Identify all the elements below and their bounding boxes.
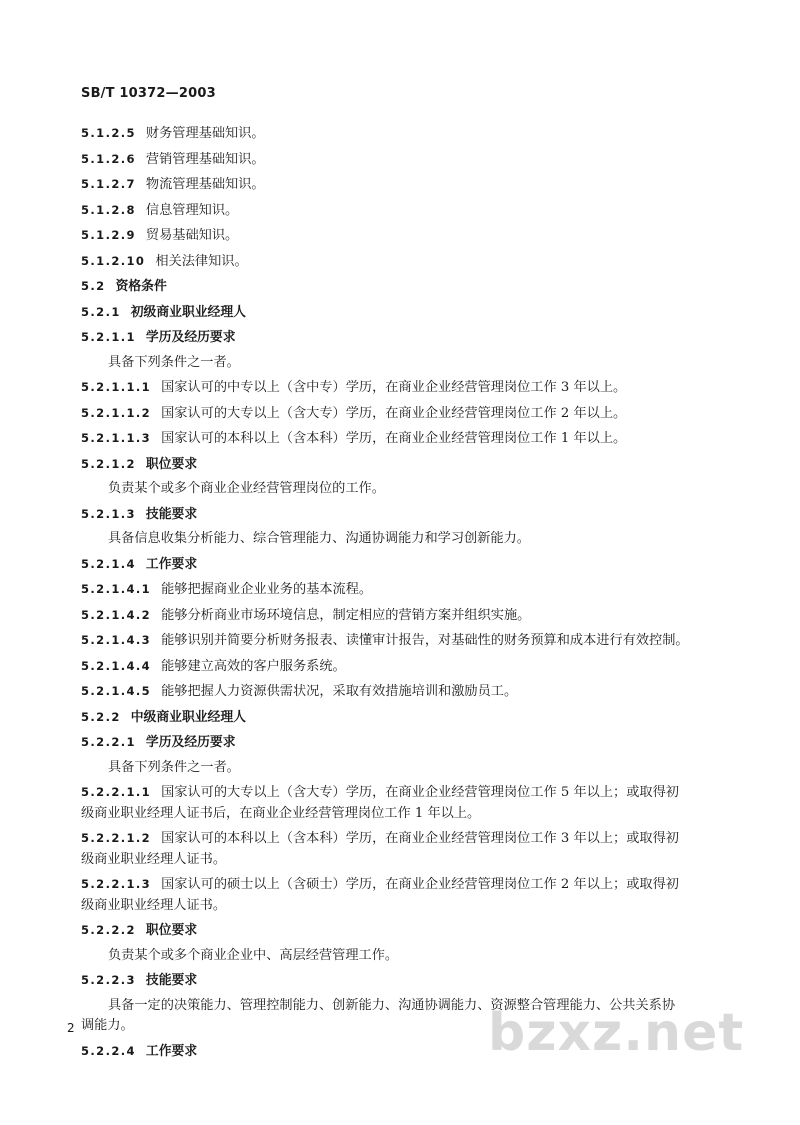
clause-number: 5.1.2.8 bbox=[81, 202, 136, 217]
clause-number: 5.2.1.1 bbox=[81, 330, 136, 344]
clause-number: 5.2.1.4.4 bbox=[81, 658, 152, 673]
clause-item bbox=[81, 124, 741, 143]
heading-text: 技能要求 bbox=[145, 506, 198, 522]
clause-item bbox=[81, 201, 741, 220]
clause-text: 能够分析商业市场环境信息，制定相应的营销方案并组织实施。 bbox=[161, 607, 531, 623]
section-heading bbox=[81, 505, 741, 524]
standard-code-header: SB/T 10372—2003 bbox=[81, 86, 216, 101]
clause-number: 5.2.1.4.2 bbox=[81, 607, 152, 622]
clause-item bbox=[81, 783, 741, 802]
heading-text: 技能要求 bbox=[145, 973, 198, 988]
section-heading bbox=[81, 733, 741, 752]
clause-text: 国家认可的硕士以上（含硕士）学历，在商业企业经营管理岗位工作 2 年以上；或取得初 bbox=[161, 877, 679, 892]
heading-text: 中级商业职业经理人 bbox=[130, 709, 246, 725]
clause-item bbox=[81, 252, 741, 271]
clause-number: 5.2.2.3 bbox=[81, 973, 136, 987]
heading-text: 工作要求 bbox=[145, 1043, 198, 1059]
clause-number: 5.1.2.6 bbox=[81, 151, 136, 166]
clause-text: 物流管理基础知识。 bbox=[145, 177, 265, 192]
clause-item bbox=[81, 606, 741, 625]
clause-item bbox=[81, 404, 741, 423]
clause-number: 5.2.1.2 bbox=[81, 456, 136, 471]
section-heading bbox=[81, 328, 741, 347]
clause-number: 5.2.2.2 bbox=[81, 923, 136, 937]
section-heading bbox=[81, 921, 741, 940]
watermark-logo: bzxz.net bbox=[488, 1003, 745, 1063]
heading-text: 学历及经历要求 bbox=[145, 735, 236, 750]
clause-number: 5.2.1.4.5 bbox=[81, 684, 152, 698]
clause-text: 能够把握商业企业业务的基本流程。 bbox=[161, 582, 373, 597]
paragraph-text: 负责某个或多个商业企业中、高层经营管理工作。 bbox=[108, 947, 399, 963]
clause-text: 相关法律知识。 bbox=[155, 253, 248, 269]
section-heading bbox=[81, 303, 741, 322]
clause-text: 能够建立高效的客户服务系统。 bbox=[161, 658, 346, 674]
clause-text: 信息管理知识。 bbox=[145, 202, 239, 218]
section-heading bbox=[81, 277, 741, 296]
clause-text: 财务管理基础知识。 bbox=[145, 126, 265, 141]
clause-text: 国家认可的大专以上（含大专）学历，在商业企业经营管理岗位工作 5 年以上；或取得初 bbox=[161, 785, 679, 800]
page-number: 2 bbox=[67, 1021, 75, 1035]
heading-text: 工作要求 bbox=[145, 556, 198, 572]
clause-item bbox=[81, 378, 741, 397]
clause-item bbox=[81, 875, 741, 894]
clause-number: 5.2 bbox=[81, 279, 106, 293]
clause-number: 5.2.1 bbox=[81, 304, 121, 319]
document-body bbox=[81, 124, 741, 1067]
paragraph-continuation: 调能力。 bbox=[81, 1018, 134, 1033]
heading-text: 职位要求 bbox=[145, 456, 198, 472]
clause-text: 国家认可的中专以上（含中专）学历，在商业企业经营管理岗位工作 3 年以上。 bbox=[161, 380, 627, 395]
clause-number: 5.2.2.1 bbox=[81, 735, 136, 749]
clause-number: 5.2.2.1.2 bbox=[81, 831, 152, 845]
paragraph-text: 具备下列条件之一者。 bbox=[108, 759, 240, 775]
paragraph-text: 具备一定的决策能力、管理控制能力、创新能力、沟通协调能力、资源整合管理能力、公共关系协 bbox=[108, 997, 676, 1013]
clause-item bbox=[81, 631, 741, 650]
clause-item bbox=[81, 682, 741, 701]
clause-number: 5.2.2.1.1 bbox=[81, 785, 152, 799]
clause-item bbox=[81, 657, 741, 676]
clause-number: 5.1.2.5 bbox=[81, 126, 136, 140]
clause-item bbox=[81, 580, 741, 599]
clause-number: 5.2.2 bbox=[81, 709, 121, 724]
clause-text: 国家认可的本科以上（含本科）学历，在商业企业经营管理岗位工作 1 年以上。 bbox=[161, 431, 627, 446]
paragraph-continuation: 级商业职业经理人证书。 bbox=[81, 897, 227, 913]
clause-number: 5.1.2.9 bbox=[81, 228, 136, 242]
paragraph-continuation: 级商业职业经理人证书后，在商业企业经营管理岗位工作 1 年以上。 bbox=[81, 805, 481, 821]
clause-number: 5.2.1.1.2 bbox=[81, 405, 152, 420]
paragraph-text: 具备信息收集分析能力、综合管理能力、沟通协调能力和学习创新能力。 bbox=[108, 531, 530, 546]
clause-number: 5.2.1.4.3 bbox=[81, 633, 152, 647]
heading-text: 初级商业职业经理人 bbox=[130, 304, 246, 320]
clause-item bbox=[81, 829, 741, 848]
clause-text: 能够识别并简要分析财务报表、读懂审计报告，对基础性的财务预算和成本进行有效控制。 bbox=[161, 633, 689, 648]
heading-text: 学历及经历要求 bbox=[145, 330, 236, 345]
clause-number: 5.2.1.3 bbox=[81, 506, 136, 521]
clause-number: 5.2.1.4 bbox=[81, 556, 136, 571]
section-heading bbox=[81, 455, 741, 474]
paragraph-text: 负责某个或多个商业企业经营管理岗位的工作。 bbox=[108, 481, 385, 496]
clause-number: 5.1.2.10 bbox=[81, 253, 146, 268]
clause-text: 国家认可的大专以上（含大专）学历，在商业企业经营管理岗位工作 2 年以上。 bbox=[161, 405, 627, 421]
heading-text: 资格条件 bbox=[115, 279, 167, 294]
paragraph-continuation: 级商业职业经理人证书。 bbox=[81, 851, 227, 867]
clause-number: 5.2.2.1.3 bbox=[81, 877, 152, 891]
clause-number: 5.1.2.7 bbox=[81, 177, 136, 191]
section-heading bbox=[81, 555, 741, 574]
clause-item bbox=[81, 150, 741, 169]
section-heading bbox=[81, 971, 741, 990]
clause-item bbox=[81, 175, 741, 194]
paragraph-text: 具备下列条件之一者。 bbox=[108, 354, 240, 370]
clause-text: 国家认可的本科以上（含本科）学历，在商业企业经营管理岗位工作 3 年以上；或取得初 bbox=[161, 831, 679, 846]
clause-number: 5.2.1.4.1 bbox=[81, 582, 152, 596]
heading-text: 职位要求 bbox=[145, 923, 198, 938]
clause-number: 5.2.2.4 bbox=[81, 1043, 136, 1058]
clause-text: 贸易基础知识。 bbox=[145, 228, 239, 243]
clause-text: 能够把握人力资源供需状况，采取有效措施培训和激励员工。 bbox=[161, 684, 518, 699]
clause-number: 5.2.1.1.3 bbox=[81, 431, 152, 445]
clause-text: 营销管理基础知识。 bbox=[145, 151, 265, 167]
clause-number: 5.2.1.1.1 bbox=[81, 380, 152, 394]
clause-item bbox=[81, 429, 741, 448]
section-heading bbox=[81, 708, 741, 727]
clause-item bbox=[81, 226, 741, 245]
